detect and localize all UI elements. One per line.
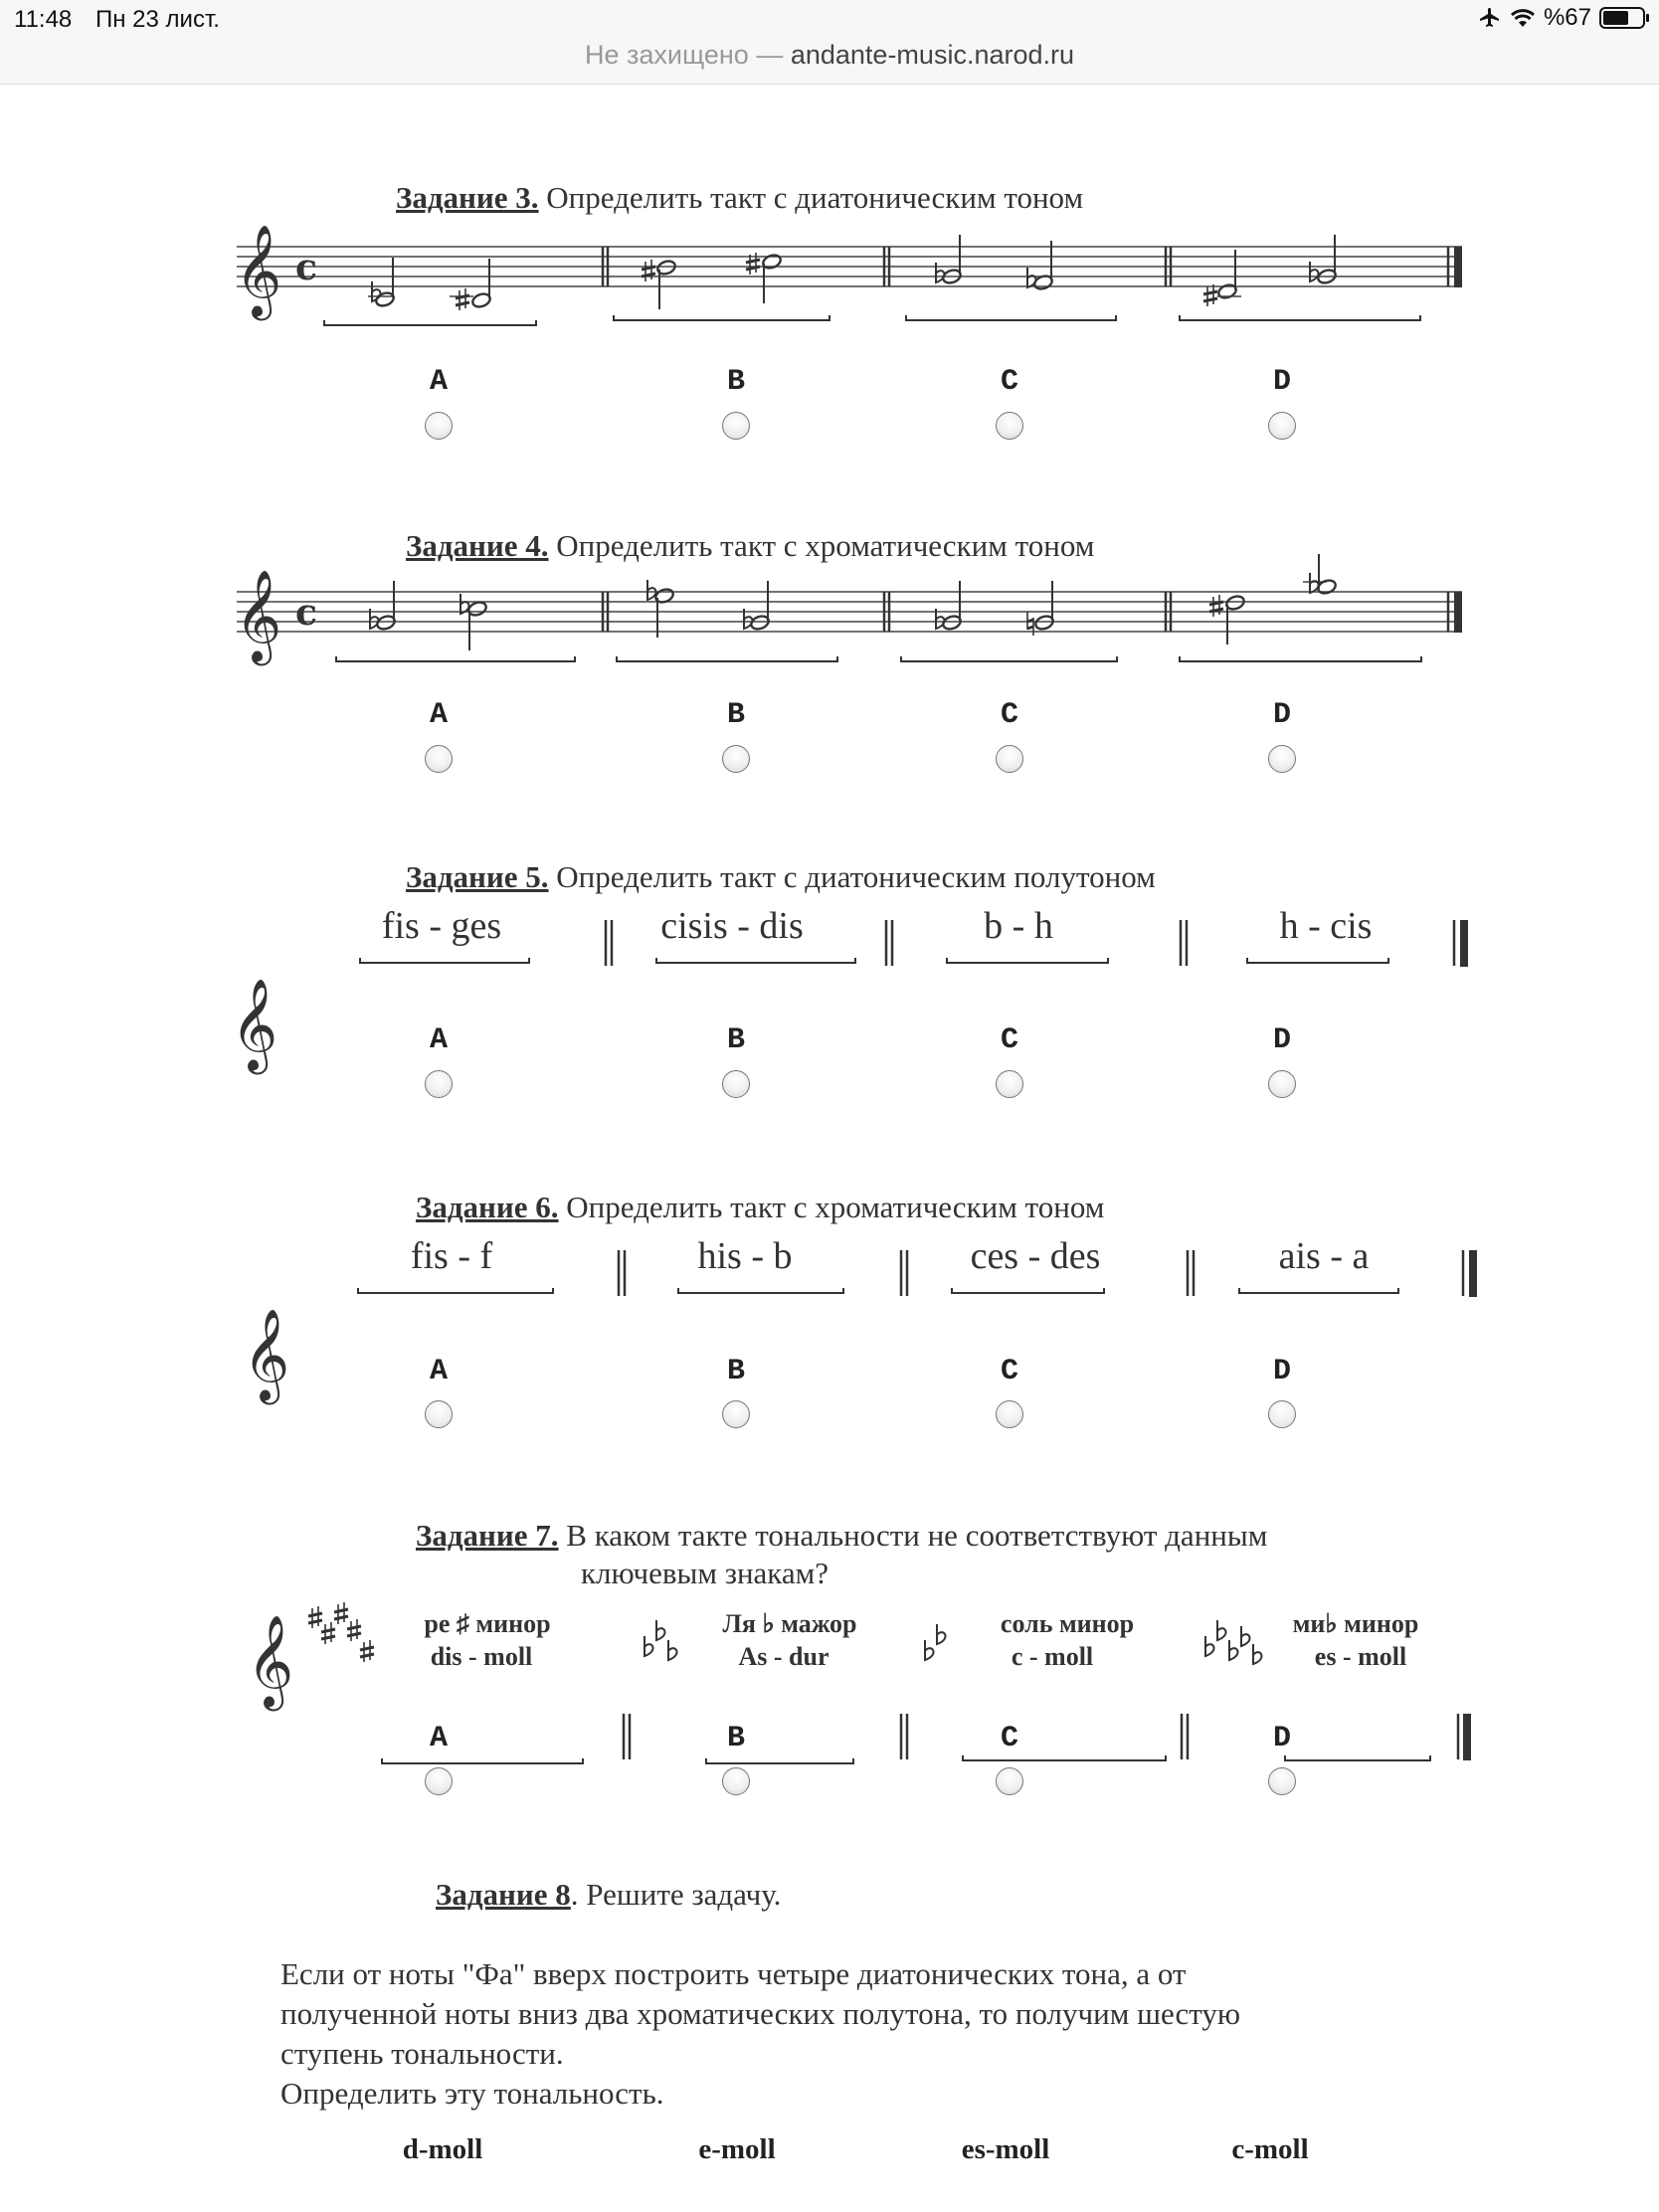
treble-clef-icon: 𝄞 (243, 1308, 290, 1400)
key-name-ru: Ля ♭ мажор (722, 1609, 857, 1638)
status-bar (0, 0, 1659, 85)
option-label: B (726, 1023, 745, 1057)
status-date: Пн 23 лист. (95, 6, 220, 33)
measure-label: fis - f (410, 1235, 493, 1277)
task5-radio-b[interactable] (722, 1070, 750, 1098)
task3-radio-c[interactable] (996, 412, 1023, 440)
task6-title: Задание 6. Определить такт с хроматическим тоном (416, 1190, 1105, 1224)
option-label: C (1000, 1023, 1018, 1057)
wifi-icon (1510, 7, 1536, 29)
measure-label: his - b (697, 1235, 793, 1277)
option-label: A (429, 365, 448, 399)
treble-clef-icon: 𝄞 (247, 1614, 294, 1707)
problem-line: Определить эту тональность. (280, 2076, 664, 2111)
option-label: A (429, 698, 448, 732)
battery-percent: %67 (1543, 4, 1591, 31)
task6-radio-d[interactable] (1268, 1400, 1296, 1428)
key-name-de: As - dur (738, 1642, 830, 1671)
option-label: D (1272, 365, 1291, 399)
option-label: D (1272, 698, 1291, 732)
option-label: D (1272, 1023, 1291, 1057)
task3-title: Задание 3. Определить такт с диатоническим тоном (396, 180, 1084, 215)
task6-radio-c[interactable] (996, 1400, 1023, 1428)
security-warning: Не захищено — (584, 40, 784, 70)
music-notation (0, 85, 1659, 2212)
page-content (0, 85, 1659, 2212)
task4-radio-d[interactable] (1268, 745, 1296, 773)
task7-title: Задание 7. В каком такте тональности не соответствуют данным ключевым знакам? (416, 1518, 1268, 1590)
problem-line: полученной ноты вниз два хроматических полутона, то получим шестую (280, 1996, 1241, 2031)
task5-radio-d[interactable] (1268, 1070, 1296, 1098)
key-name-de: c - moll (1011, 1642, 1094, 1671)
task7-radio-b[interactable] (722, 1767, 750, 1795)
task7-radio-d[interactable] (1268, 1767, 1296, 1795)
key-name-ru: ми♭ минор (1292, 1609, 1419, 1638)
answer-option: c-moll (1231, 2133, 1309, 2165)
task6-radio-b[interactable] (722, 1400, 750, 1428)
option-label: A (429, 1722, 448, 1755)
task4-title: Задание 4. Определить такт с хроматическим тоном (406, 528, 1095, 563)
task7-radio-c[interactable] (996, 1767, 1023, 1795)
option-label: C (1000, 1355, 1018, 1388)
task4-radio-b[interactable] (722, 745, 750, 773)
answer-option: d-moll (402, 2133, 483, 2165)
measure-label: h - cis (1279, 905, 1373, 947)
task5-radio-c[interactable] (996, 1070, 1023, 1098)
measure-label: b - h (984, 905, 1053, 947)
key-name-ru: ре ♯ минор (424, 1609, 551, 1638)
battery-fill (1603, 11, 1628, 25)
option-label: A (429, 1355, 448, 1388)
task3-radio-b[interactable] (722, 412, 750, 440)
status-indicators (1478, 4, 1645, 32)
airplane-icon (1478, 6, 1502, 30)
key-name-ru: соль минор (1000, 1609, 1135, 1638)
task4-radio-a[interactable] (425, 745, 453, 773)
option-label: C (1000, 1722, 1018, 1755)
task6-radio-a[interactable] (425, 1400, 453, 1428)
task5-title: Задание 5. Определить такт с диатоническим полутоном (406, 859, 1156, 894)
url-domain: andante-music.narod.ru (790, 40, 1075, 70)
option-label: D (1272, 1722, 1291, 1755)
key-name-de: dis - moll (430, 1642, 533, 1671)
key-name-de: es - moll (1314, 1642, 1407, 1671)
task4-staff (235, 554, 1462, 665)
task7-radio-a[interactable] (425, 1767, 453, 1795)
svg-text:c: c (295, 592, 317, 634)
answer-option: es-moll (961, 2133, 1050, 2165)
option-label: C (1000, 698, 1018, 732)
battery-icon (1599, 7, 1645, 29)
treble-clef-icon: 𝄞 (235, 569, 282, 661)
task5-radio-a[interactable] (425, 1070, 453, 1098)
svg-text:c: c (295, 247, 317, 288)
option-label: D (1272, 1355, 1291, 1388)
task4-radio-c[interactable] (996, 745, 1023, 773)
measure-label: cisis - dis (660, 905, 804, 947)
task8-problem (280, 1954, 1474, 2114)
task8-title: Задание 8. Решите задачу. (436, 1877, 782, 1912)
treble-clef-icon: 𝄞 (231, 978, 278, 1070)
measure-label: ces - des (970, 1235, 1101, 1277)
option-label: B (726, 1722, 745, 1755)
status-time: 11:48 (14, 6, 73, 33)
treble-clef-icon: 𝄞 (235, 224, 282, 316)
option-label: B (726, 698, 745, 732)
option-label: C (1000, 365, 1018, 399)
address-bar[interactable] (0, 40, 1659, 71)
option-label: B (726, 365, 745, 399)
task3-staff (235, 224, 1462, 325)
answer-option: e-moll (698, 2133, 776, 2165)
option-label: A (429, 1023, 448, 1057)
problem-line: ступень тональности. (280, 2036, 564, 2071)
task3-radio-a[interactable] (425, 412, 453, 440)
measure-label: fis - ges (381, 905, 502, 947)
measure-label: ais - a (1278, 1235, 1370, 1277)
problem-line: Если от ноты "Фа" вверх построить четыре диатонических тона, а от (280, 1956, 1187, 1991)
task3-radio-d[interactable] (1268, 412, 1296, 440)
option-label: B (726, 1355, 745, 1388)
